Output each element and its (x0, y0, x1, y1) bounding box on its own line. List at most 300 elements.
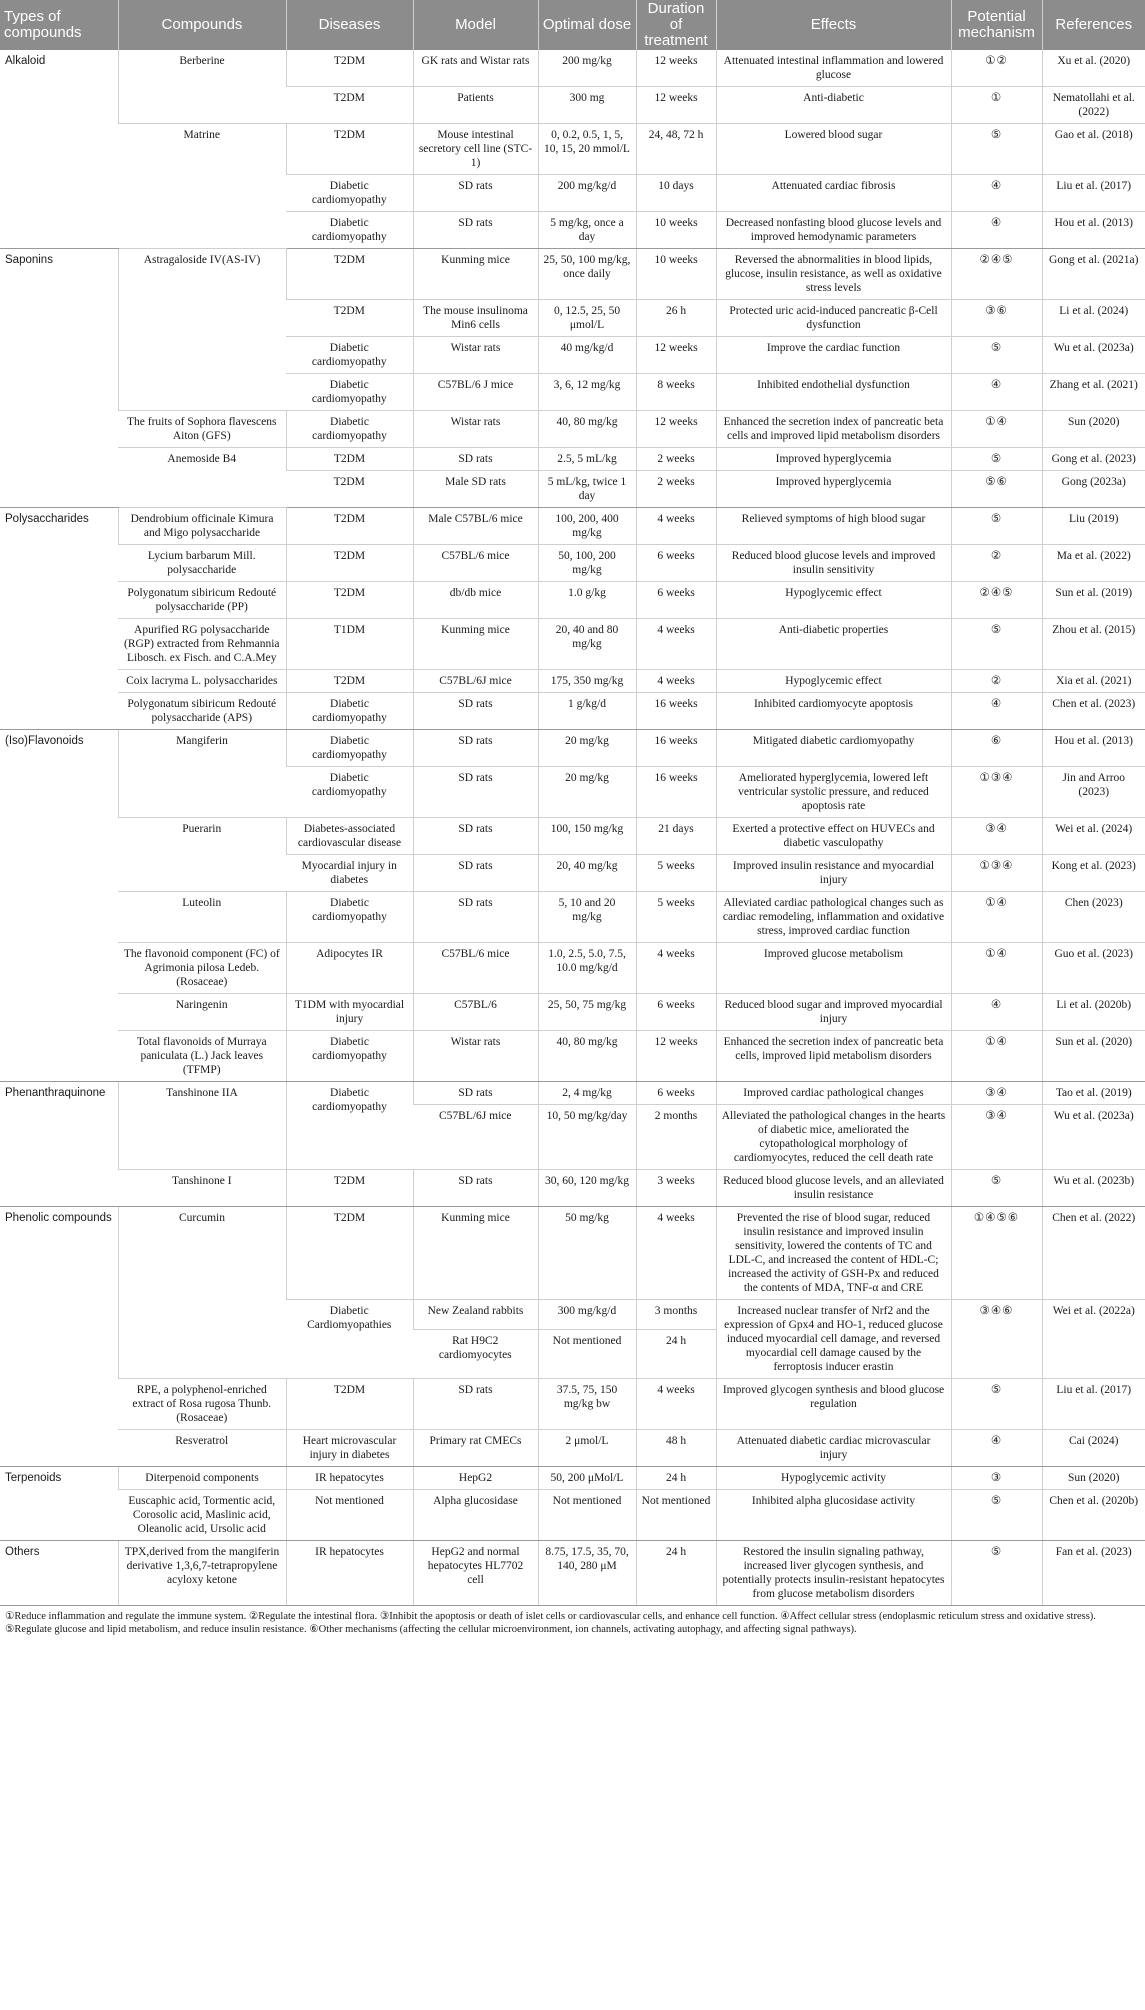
cell-mechanism: ③⑥ (951, 300, 1042, 337)
cell-duration: 24 h (636, 1467, 716, 1490)
cell-dose: 40, 80 mg/kg (538, 411, 636, 448)
cell-model: SD rats (413, 175, 538, 212)
cell-compound: Naringenin (118, 994, 286, 1031)
cell-model: SD rats (413, 1170, 538, 1207)
cell-reference: Hou et al. (2013) (1042, 212, 1145, 249)
cell-dose: 1.0, 2.5, 5.0, 7.5, 10.0 mg/kg/d (538, 943, 636, 994)
cell-reference: Wei et al. (2022a) (1042, 1300, 1145, 1379)
table-row (0, 1467, 1145, 1490)
cell-mechanism: ⑤ (951, 508, 1042, 545)
cell-dose: 30, 60, 120 mg/kg (538, 1170, 636, 1207)
cell-model: HepG2 (413, 1467, 538, 1490)
cell-effects: Improved insulin resistance and myocardial injury (716, 855, 951, 892)
cell-reference: Chen et al. (2023) (1042, 693, 1145, 730)
table-row (0, 943, 1145, 994)
cell-reference: Wu et al. (2023b) (1042, 1170, 1145, 1207)
cell-duration: 4 weeks (636, 508, 716, 545)
cell-model: SD rats (413, 892, 538, 943)
cell-mechanism: ①② (951, 50, 1042, 87)
cell-model: Male SD rats (413, 471, 538, 508)
cell-mechanism: ⑤ (951, 1490, 1042, 1541)
col-header-type: Types of compounds (0, 0, 118, 50)
table-row (0, 1082, 1145, 1105)
cell-disease: Diabetic cardiomyopathy (286, 767, 413, 818)
cell-reference: Wei et al. (2024) (1042, 818, 1145, 855)
cell-disease: Heart microvascular injury in diabetes (286, 1430, 413, 1467)
cell-mechanism: ④ (951, 212, 1042, 249)
cell-duration: 24, 48, 72 h (636, 124, 716, 175)
cell-dose: 100, 200, 400 mg/kg (538, 508, 636, 545)
cell-model: Wistar rats (413, 337, 538, 374)
cell-type: Saponins (0, 249, 118, 508)
cell-reference: Li et al. (2024) (1042, 300, 1145, 337)
cell-disease: Myocardial injury in diabetes (286, 855, 413, 892)
cell-compound: Tanshinone I (118, 1170, 286, 1207)
cell-dose: 200 mg/kg (538, 50, 636, 87)
cell-reference: Li et al. (2020b) (1042, 994, 1145, 1031)
cell-duration: 6 weeks (636, 1082, 716, 1105)
cell-effects: Enhanced the secretion index of pancreatic beta cells and improved lipid metabolism disorders (716, 411, 951, 448)
cell-compound: RPE, a polyphenol-enriched extract of Rosa rugosa Thunb. (Rosaceae) (118, 1379, 286, 1430)
cell-reference: Zhou et al. (2015) (1042, 619, 1145, 670)
cell-mechanism: ④ (951, 693, 1042, 730)
table-row (0, 892, 1145, 943)
cell-mechanism: ③ (951, 1467, 1042, 1490)
table-row (0, 994, 1145, 1031)
cell-effects: Attenuated cardiac fibrosis (716, 175, 951, 212)
table-row (0, 1207, 1145, 1300)
cell-dose: Not mentioned (538, 1330, 636, 1379)
cell-effects: Alleviated cardiac pathological changes such as cardiac remodeling, inflammation and oxidative stress, improved cardiac function (716, 892, 951, 943)
cell-disease: T2DM (286, 448, 413, 471)
cell-effects: Reduced blood glucose levels and improved insulin sensitivity (716, 545, 951, 582)
cell-model: HepG2 and normal hepatocytes HL7702 cell (413, 1541, 538, 1606)
cell-effects: Ameliorated hyperglycemia, lowered left ventricular systolic pressure, and reduced apoptosis rate (716, 767, 951, 818)
cell-reference: Hou et al. (2013) (1042, 730, 1145, 767)
cell-duration: 24 h (636, 1541, 716, 1606)
cell-model: Kunming mice (413, 619, 538, 670)
cell-dose: 10, 50 mg/kg/day (538, 1105, 636, 1170)
col-header-diseases: Diseases (286, 0, 413, 50)
cell-disease: Diabetic cardiomyopathy (286, 411, 413, 448)
table-row (0, 508, 1145, 545)
cell-duration: 3 weeks (636, 1170, 716, 1207)
cell-effects: Increased nuclear transfer of Nrf2 and the expression of Gpx4 and HO-1, reduced glucose induced myocardial cell damage, and reversed myocardial cell damage caused by the ferroptosis inducer erastin (716, 1300, 951, 1379)
table-row (0, 50, 1145, 87)
cell-disease: Diabetic cardiomyopathy (286, 212, 413, 249)
cell-reference: Tao et al. (2019) (1042, 1082, 1145, 1105)
cell-duration: 12 weeks (636, 1031, 716, 1082)
cell-effects: Enhanced the secretion index of pancreatic beta cells, improved lipid metabolism disorders (716, 1031, 951, 1082)
table-row (0, 1490, 1145, 1541)
cell-model: GK rats and Wistar rats (413, 50, 538, 87)
cell-dose: 0, 12.5, 25, 50 μmol/L (538, 300, 636, 337)
cell-dose: 50, 100, 200 mg/kg (538, 545, 636, 582)
cell-compound: The flavonoid component (FC) of Agrimonia pilosa Ledeb. (Rosaceae) (118, 943, 286, 994)
cell-dose: 40 mg/kg/d (538, 337, 636, 374)
cell-disease: T2DM (286, 1207, 413, 1300)
cell-dose: 5 mg/kg, once a day (538, 212, 636, 249)
cell-effects: Exerted a protective effect on HUVECs and diabetic vasculopathy (716, 818, 951, 855)
cell-reference: Kong et al. (2023) (1042, 855, 1145, 892)
cell-mechanism: ③④ (951, 818, 1042, 855)
cell-type: Others (0, 1541, 118, 1606)
cell-disease: Diabetic cardiomyopathy (286, 1082, 413, 1170)
cell-model: SD rats (413, 730, 538, 767)
cell-model: db/db mice (413, 582, 538, 619)
cell-effects: Attenuated intestinal inflammation and lowered glucose (716, 50, 951, 87)
cell-model: Mouse intestinal secretory cell line (STC-1) (413, 124, 538, 175)
cell-duration: Not mentioned (636, 1490, 716, 1541)
cell-reference: Zhang et al. (2021) (1042, 374, 1145, 411)
cell-duration: 6 weeks (636, 545, 716, 582)
cell-effects: Inhibited cardiomyocyte apoptosis (716, 693, 951, 730)
cell-effects: Restored the insulin signaling pathway, increased liver glycogen synthesis, and potentially protects insulin-resistant hepatocytes from glucose metabolism disorders (716, 1541, 951, 1606)
cell-effects: Anti-diabetic (716, 87, 951, 124)
cell-disease: IR hepatocytes (286, 1541, 413, 1606)
cell-mechanism: ①④ (951, 892, 1042, 943)
cell-mechanism: ⑥ (951, 730, 1042, 767)
cell-disease: T2DM (286, 300, 413, 337)
cell-mechanism: ④ (951, 994, 1042, 1031)
cell-model: C57BL/6 mice (413, 943, 538, 994)
cell-disease: T2DM (286, 670, 413, 693)
cell-reference: Gong et al. (2023) (1042, 448, 1145, 471)
cell-mechanism: ⑤ (951, 1541, 1042, 1606)
cell-mechanism: ⑤ (951, 337, 1042, 374)
cell-disease: T1DM with myocardial injury (286, 994, 413, 1031)
cell-dose: 1.0 g/kg (538, 582, 636, 619)
table-row (0, 124, 1145, 175)
table-row (0, 670, 1145, 693)
cell-mechanism: ⑤ (951, 619, 1042, 670)
col-header-effects: Effects (716, 0, 951, 50)
cell-duration: 6 weeks (636, 582, 716, 619)
cell-model: C57BL/6J mice (413, 1105, 538, 1170)
cell-effects: Mitigated diabetic cardiomyopathy (716, 730, 951, 767)
cell-reference: Liu (2019) (1042, 508, 1145, 545)
cell-mechanism: ①④⑤⑥ (951, 1207, 1042, 1300)
cell-duration: 12 weeks (636, 87, 716, 124)
table-row (0, 693, 1145, 730)
cell-mechanism: ③④ (951, 1082, 1042, 1105)
cell-reference: Sun (2020) (1042, 411, 1145, 448)
cell-duration: 10 days (636, 175, 716, 212)
cell-model: Male C57BL/6 mice (413, 508, 538, 545)
cell-dose: 100, 150 mg/kg (538, 818, 636, 855)
footnote: ①Reduce inflammation and regulate the immune system. ②Regulate the intestinal flora. ③Inhibit the apoptosis or death of islet cells or cardiovascular cells, and enhance cell function. ④Affect cellular stress (endoplasmic reticulum stress and oxidative stress). ⑤Regulate glucose and lipid metabolism, and reduce insulin resistance. ⑥Other mechanisms (affecting the cellular microenvironment, ion channels, activating autophagy, and affecting signal pathways). (5, 1611, 1096, 1635)
cell-type: Phenanthraquinone (0, 1082, 118, 1207)
table-row (0, 1170, 1145, 1207)
cell-mechanism: ① (951, 87, 1042, 124)
cell-model: C57BL/6 mice (413, 545, 538, 582)
cell-reference: Sun et al. (2020) (1042, 1031, 1145, 1082)
cell-reference: Sun (2020) (1042, 1467, 1145, 1490)
cell-dose: 3, 6, 12 mg/kg (538, 374, 636, 411)
cell-disease: T1DM (286, 619, 413, 670)
cell-disease: T2DM (286, 1379, 413, 1430)
table-row (0, 818, 1145, 855)
cell-compound: Lycium barbarum Mill. polysaccharide (118, 545, 286, 582)
cell-mechanism: ⑤⑥ (951, 471, 1042, 508)
cell-duration: 21 days (636, 818, 716, 855)
cell-effects: Relieved symptoms of high blood sugar (716, 508, 951, 545)
col-header-mechanism: Potential mechanism (951, 0, 1042, 50)
cell-model: SD rats (413, 693, 538, 730)
cell-model: Primary rat CMECs (413, 1430, 538, 1467)
cell-model: Wistar rats (413, 1031, 538, 1082)
cell-mechanism: ② (951, 670, 1042, 693)
cell-disease: Diabetic cardiomyopathy (286, 175, 413, 212)
cell-duration: 24 h (636, 1330, 716, 1379)
cell-mechanism: ⑤ (951, 448, 1042, 471)
cell-effects: Reduced blood glucose levels, and an alleviated insulin resistance (716, 1170, 951, 1207)
cell-duration: 2 weeks (636, 448, 716, 471)
table-row (0, 619, 1145, 670)
cell-duration: 4 weeks (636, 619, 716, 670)
cell-type: (Iso)Flavonoids (0, 730, 118, 1082)
cell-effects: Improved hyperglycemia (716, 471, 951, 508)
cell-model: SD rats (413, 767, 538, 818)
col-header-references: References (1042, 0, 1145, 50)
col-header-model: Model (413, 0, 538, 50)
cell-mechanism: ①④ (951, 1031, 1042, 1082)
cell-dose: 175, 350 mg/kg (538, 670, 636, 693)
cell-effects: Improved glucose metabolism (716, 943, 951, 994)
cell-compound: The fruits of Sophora flavescens Aiton (GFS) (118, 411, 286, 448)
cell-duration: 2 weeks (636, 471, 716, 508)
cell-duration: 16 weeks (636, 767, 716, 818)
cell-disease: Diabetic cardiomyopathy (286, 374, 413, 411)
cell-compound: Tanshinone IIA (118, 1082, 286, 1170)
cell-dose: 5 mL/kg, twice 1 day (538, 471, 636, 508)
cell-duration: 3 months (636, 1300, 716, 1330)
cell-duration: 16 weeks (636, 693, 716, 730)
cell-duration: 12 weeks (636, 411, 716, 448)
cell-disease: T2DM (286, 582, 413, 619)
cell-effects: Alleviated the pathological changes in the hearts of diabetic mice, ameliorated the cytopathological morphology of cardiomyocytes, reduced the cell death rate (716, 1105, 951, 1170)
cell-effects: Lowered blood sugar (716, 124, 951, 175)
cell-reference: Nematollahi et al. (2022) (1042, 87, 1145, 124)
cell-effects: Improved cardiac pathological changes (716, 1082, 951, 1105)
cell-effects: Prevented the rise of blood sugar, reduced insulin resistance and improved insulin sensitivity, lowered the contents of TC and LDL-C, and increased the content of HDL-C; increased the activity of GSH-Px and reduced the contents of MDA, TNF-α and CRE (716, 1207, 951, 1300)
cell-reference: Sun et al. (2019) (1042, 582, 1145, 619)
cell-compound: Total flavonoids of Murraya paniculata (L.) Jack leaves (TFMP) (118, 1031, 286, 1082)
cell-model: SD rats (413, 855, 538, 892)
cell-compound: Matrine (118, 124, 286, 249)
cell-dose: 300 mg/kg/d (538, 1300, 636, 1330)
cell-dose: Not mentioned (538, 1490, 636, 1541)
table-row (0, 1541, 1145, 1606)
cell-compound: Curcumin (118, 1207, 286, 1379)
cell-compound: Luteolin (118, 892, 286, 943)
cell-duration: 12 weeks (636, 337, 716, 374)
cell-disease: T2DM (286, 50, 413, 87)
table-row (0, 1430, 1145, 1467)
cell-mechanism: ⑤ (951, 124, 1042, 175)
cell-disease: T2DM (286, 508, 413, 545)
cell-disease: Adipocytes IR (286, 943, 413, 994)
cell-compound: Apurified RG polysaccharide (RGP) extracted from Rehmannia Libosch. ex Fisch. and C.A.Mey (118, 619, 286, 670)
cell-dose: 37.5, 75, 150 mg/kg bw (538, 1379, 636, 1430)
cell-type: Terpenoids (0, 1467, 118, 1541)
cell-type: Alkaloid (0, 50, 118, 249)
cell-duration: 4 weeks (636, 943, 716, 994)
cell-compound: Euscaphic acid, Tormentic acid, Corosolic acid, Maslinic acid, Oleanolic acid, Ursolic acid (118, 1490, 286, 1541)
cell-dose: 50 mg/kg (538, 1207, 636, 1300)
col-header-duration: Duration of treatment (636, 0, 716, 50)
cell-dose: 0, 0.2, 0.5, 1, 5, 10, 15, 20 mmol/L (538, 124, 636, 175)
table-row (0, 582, 1145, 619)
cell-dose: 2.5, 5 mL/kg (538, 448, 636, 471)
table-row (0, 1379, 1145, 1430)
cell-model: The mouse insulinoma Min6 cells (413, 300, 538, 337)
cell-compound: Dendrobium officinale Kimura and Migo polysaccharide (118, 508, 286, 545)
cell-duration: 26 h (636, 300, 716, 337)
cell-dose: 300 mg (538, 87, 636, 124)
cell-duration: 12 weeks (636, 50, 716, 87)
table-row (0, 730, 1145, 767)
cell-effects: Improved glycogen synthesis and blood glucose regulation (716, 1379, 951, 1430)
cell-compound: Polygonatum sibiricum Redouté polysaccharide (APS) (118, 693, 286, 730)
cell-reference: Fan et al. (2023) (1042, 1541, 1145, 1606)
cell-reference: Chen et al. (2020b) (1042, 1490, 1145, 1541)
cell-model: Rat H9C2 cardiomyocytes (413, 1330, 538, 1379)
cell-model: Alpha glucosidase (413, 1490, 538, 1541)
col-header-compounds: Compounds (118, 0, 286, 50)
cell-reference: Liu et al. (2017) (1042, 1379, 1145, 1430)
cell-dose: 20 mg/kg (538, 730, 636, 767)
cell-model: Kunming mice (413, 249, 538, 300)
cell-mechanism: ③④⑥ (951, 1300, 1042, 1379)
cell-dose: 40, 80 mg/kg (538, 1031, 636, 1082)
cell-compound: Polygonatum sibiricum Redouté polysaccharide (PP) (118, 582, 286, 619)
cell-mechanism: ①④ (951, 943, 1042, 994)
cell-model: C57BL/6 (413, 994, 538, 1031)
cell-dose: 50, 200 μMol/L (538, 1467, 636, 1490)
cell-model: Wistar rats (413, 411, 538, 448)
cell-model: SD rats (413, 818, 538, 855)
cell-model: Kunming mice (413, 1207, 538, 1300)
cell-reference: Guo et al. (2023) (1042, 943, 1145, 994)
cell-dose: 2, 4 mg/kg (538, 1082, 636, 1105)
cell-reference: Jin and Arroo (2023) (1042, 767, 1145, 818)
cell-disease: Diabetic cardiomyopathy (286, 892, 413, 943)
cell-disease: Not mentioned (286, 1490, 413, 1541)
cell-mechanism: ②④⑤ (951, 582, 1042, 619)
cell-mechanism: ①④ (951, 411, 1042, 448)
cell-duration: 10 weeks (636, 249, 716, 300)
cell-compound: Berberine (118, 50, 286, 124)
cell-reference: Chen et al. (2022) (1042, 1207, 1145, 1300)
cell-compound: Astragaloside IV(AS-IV) (118, 249, 286, 411)
table-row (0, 411, 1145, 448)
cell-mechanism: ②④⑤ (951, 249, 1042, 300)
cell-reference: Gong et al. (2021a) (1042, 249, 1145, 300)
cell-disease: Diabetes-associated cardiovascular disease (286, 818, 413, 855)
cell-model: SD rats (413, 212, 538, 249)
cell-disease: Diabetic cardiomyopathy (286, 730, 413, 767)
cell-dose: 200 mg/kg/d (538, 175, 636, 212)
cell-effects: Reduced blood sugar and improved myocardial injury (716, 994, 951, 1031)
cell-dose: 5, 10 and 20 mg/kg (538, 892, 636, 943)
cell-model: C57BL/6 J mice (413, 374, 538, 411)
cell-reference: Xia et al. (2021) (1042, 670, 1145, 693)
table-row (0, 249, 1145, 300)
cell-duration: 10 weeks (636, 212, 716, 249)
cell-compound: Diterpenoid components (118, 1467, 286, 1490)
cell-duration: 4 weeks (636, 1207, 716, 1300)
cell-model: SD rats (413, 1379, 538, 1430)
cell-effects: Inhibited alpha glucosidase activity (716, 1490, 951, 1541)
cell-reference: Wu et al. (2023a) (1042, 337, 1145, 374)
cell-model: SD rats (413, 448, 538, 471)
cell-duration: 5 weeks (636, 855, 716, 892)
cell-mechanism: ④ (951, 1430, 1042, 1467)
cell-mechanism: ④ (951, 374, 1042, 411)
cell-mechanism: ①③④ (951, 855, 1042, 892)
cell-effects: Decreased nonfasting blood glucose levels and improved hemodynamic parameters (716, 212, 951, 249)
cell-reference: Gong (2023a) (1042, 471, 1145, 508)
cell-model: New Zealand rabbits (413, 1300, 538, 1330)
cell-effects: Inhibited endothelial dysfunction (716, 374, 951, 411)
cell-type: Polysaccharides (0, 508, 118, 730)
cell-disease: Diabetic cardiomyopathy (286, 693, 413, 730)
cell-disease: T2DM (286, 87, 413, 124)
cell-duration: 4 weeks (636, 670, 716, 693)
cell-reference: Liu et al. (2017) (1042, 175, 1145, 212)
cell-mechanism: ③④ (951, 1105, 1042, 1170)
cell-reference: Chen (2023) (1042, 892, 1145, 943)
cell-dose: 2 μmol/L (538, 1430, 636, 1467)
cell-effects: Reversed the abnormalities in blood lipids, glucose, insulin resistance, as well as oxidative stress levels (716, 249, 951, 300)
cell-effects: Hypoglycemic effect (716, 582, 951, 619)
cell-mechanism: ④ (951, 175, 1042, 212)
cell-model: Patients (413, 87, 538, 124)
cell-reference: Cai (2024) (1042, 1430, 1145, 1467)
cell-effects: Anti-diabetic properties (716, 619, 951, 670)
cell-dose: 25, 50, 100 mg/kg, once daily (538, 249, 636, 300)
cell-reference: Gao et al. (2018) (1042, 124, 1145, 175)
cell-effects: Improved hyperglycemia (716, 448, 951, 471)
cell-dose: 25, 50, 75 mg/kg (538, 994, 636, 1031)
cell-reference: Wu et al. (2023a) (1042, 1105, 1145, 1170)
col-header-dose: Optimal dose (538, 0, 636, 50)
table-body (0, 50, 1145, 1606)
cell-mechanism: ⑤ (951, 1170, 1042, 1207)
cell-disease: T2DM (286, 249, 413, 300)
cell-compound: Resveratrol (118, 1430, 286, 1467)
cell-effects: Attenuated diabetic cardiac microvascular injury (716, 1430, 951, 1467)
cell-duration: 4 weeks (636, 1379, 716, 1430)
cell-effects: Protected uric acid-induced pancreatic β-Cell dysfunction (716, 300, 951, 337)
cell-reference: Xu et al. (2020) (1042, 50, 1145, 87)
cell-compound: Puerarin (118, 818, 286, 892)
cell-disease: Diabetic Cardiomyopathies (286, 1300, 413, 1379)
cell-disease: T2DM (286, 471, 413, 508)
cell-mechanism: ⑤ (951, 1379, 1042, 1430)
cell-mechanism: ② (951, 545, 1042, 582)
cell-duration: 5 weeks (636, 892, 716, 943)
cell-effects: Hypoglycemic activity (716, 1467, 951, 1490)
cell-dose: 20, 40 mg/kg (538, 855, 636, 892)
cell-compound: TPX,derived from the mangiferin derivative 1,3,6,7-tetrapropylene acyloxy ketone (118, 1541, 286, 1606)
cell-disease: Diabetic cardiomyopathy (286, 1031, 413, 1082)
cell-duration: 16 weeks (636, 730, 716, 767)
cell-effects: Improve the cardiac function (716, 337, 951, 374)
cell-dose: 8.75, 17.5, 35, 70, 140, 280 μM (538, 1541, 636, 1606)
cell-model: C57BL/6J mice (413, 670, 538, 693)
